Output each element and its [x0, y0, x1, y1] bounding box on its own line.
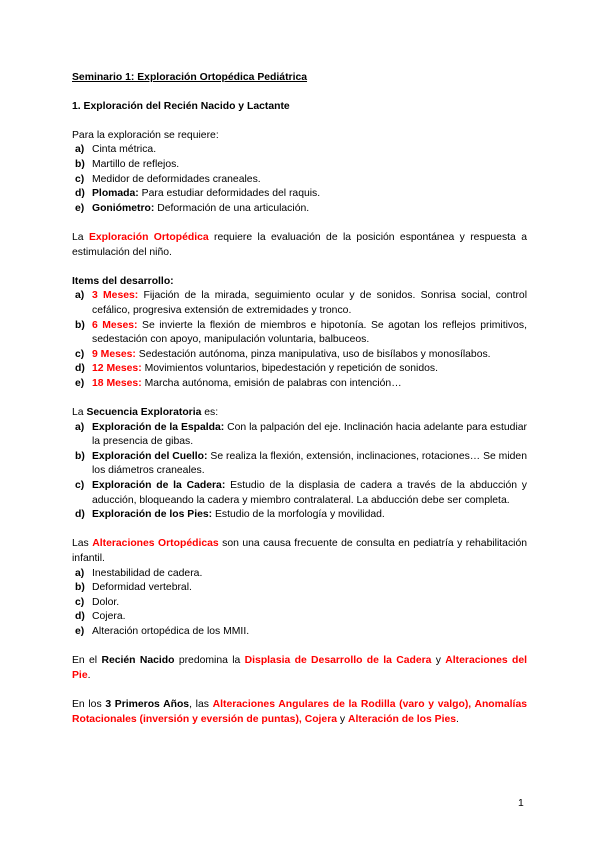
document-title: Seminario 1: Exploración Ortopédica Pediátrica	[72, 72, 308, 83]
list-item: d) 12 Meses: Movimientos voluntarios, bipedestación y repetición de sonidos.	[75, 363, 438, 375]
page-number: 1	[518, 798, 524, 809]
highlight-term: Exploración Ortopédica	[88, 231, 209, 243]
alteraciones-list	[72, 567, 527, 640]
list-item: b) Deformidad vertebral.	[75, 582, 192, 594]
list-item: a) Inestabilidad de cadera.	[75, 567, 203, 579]
list-item: b) Martillo de reflejos.	[75, 158, 180, 170]
exploracion-paragraph: La Exploración Ortopédica requiere la evaluación de la posición espontánea y respuesta a estimulación del niño.	[72, 231, 527, 258]
highlight-term: Alteraciones Ortopédicas	[92, 538, 219, 550]
list-item: b) 6 Meses: Se invierte la flexión de miembros e hipotonía. Se agotan los reflejos primitivos, sedestación con apoyo, manipulación voluntaria, balbuceos.	[75, 319, 527, 346]
list-item: a) Exploración de la Espalda: Con la palpación del eje. Inclinación hacia adelante para estudiar la presencia de gibas.	[75, 421, 527, 448]
section-heading: 1. Exploración del Recién Nacido y Lactante	[72, 100, 290, 112]
list-item: e) Goniómetro: Deformación de una articulación.	[75, 202, 310, 214]
list-item: a) 3 Meses: Fijación de la mirada, seguimiento ocular y de sonidos. Sonrisa social, control cefálico, progresiva extensión de extremidades y tronco.	[75, 290, 527, 316]
secuencia-intro: La Secuencia Exploratoria es:	[72, 407, 219, 419]
desarrollo-list	[72, 289, 527, 391]
list-item: a) Cinta métrica.	[75, 144, 157, 156]
list-item: e) Alteración ortopédica de los MMII.	[75, 625, 250, 637]
list-item: e) 18 Meses: Marcha autónoma, emisión de palabras con intención…	[75, 377, 402, 389]
list-item: d) Exploración de los Pies: Estudio de la morfología y movilidad.	[75, 509, 385, 521]
list-item: c) 9 Meses: Sedestación autónoma, pinza manipulativa, uso de bisílabos y monosílabos.	[75, 348, 491, 360]
secuencia-list	[72, 421, 527, 523]
requires-intro: Para la exploración se requiere:	[72, 129, 219, 141]
list-item: c) Dolor.	[75, 596, 120, 608]
recien-nacido-paragraph: En el Recién Nacido predomina la Displasia de Desarrollo de la Cadera y Alteraciones del Pie.	[72, 655, 527, 681]
list-item: d) Plomada: Para estudiar deformidades del raquis.	[75, 188, 321, 200]
alteraciones-intro: Las Alteraciones Ortopédicas son una causa frecuente de consulta en pediatría y rehabilitación infantil.	[72, 538, 528, 564]
list-item: d) Cojera.	[75, 611, 126, 623]
primeros-anos-paragraph: En los 3 Primeros Años, las Alteraciones Angulares de la Rodilla (varo y valgo), Anomalías Rotacionales (inversión y eversión de puntas), Cojera y Alteración de los Pies.	[72, 698, 528, 725]
desarrollo-heading: Items del desarrollo:	[72, 275, 174, 287]
requires-list	[72, 143, 527, 216]
document-page	[72, 71, 527, 727]
list-item: b) Exploración del Cuello: Se realiza la flexión, extensión, inclinaciones, rotaciones… Se miden los diámetros craneales.	[75, 450, 527, 477]
list-item: c) Medidor de deformidades craneales.	[75, 173, 261, 185]
list-item: c) Exploración de la Cadera: Estudio de la displasia de cadera a través de la abducción y aducción, bloqueando la cadera y miembro contralateral. La abducción debe ser completa.	[75, 480, 527, 506]
